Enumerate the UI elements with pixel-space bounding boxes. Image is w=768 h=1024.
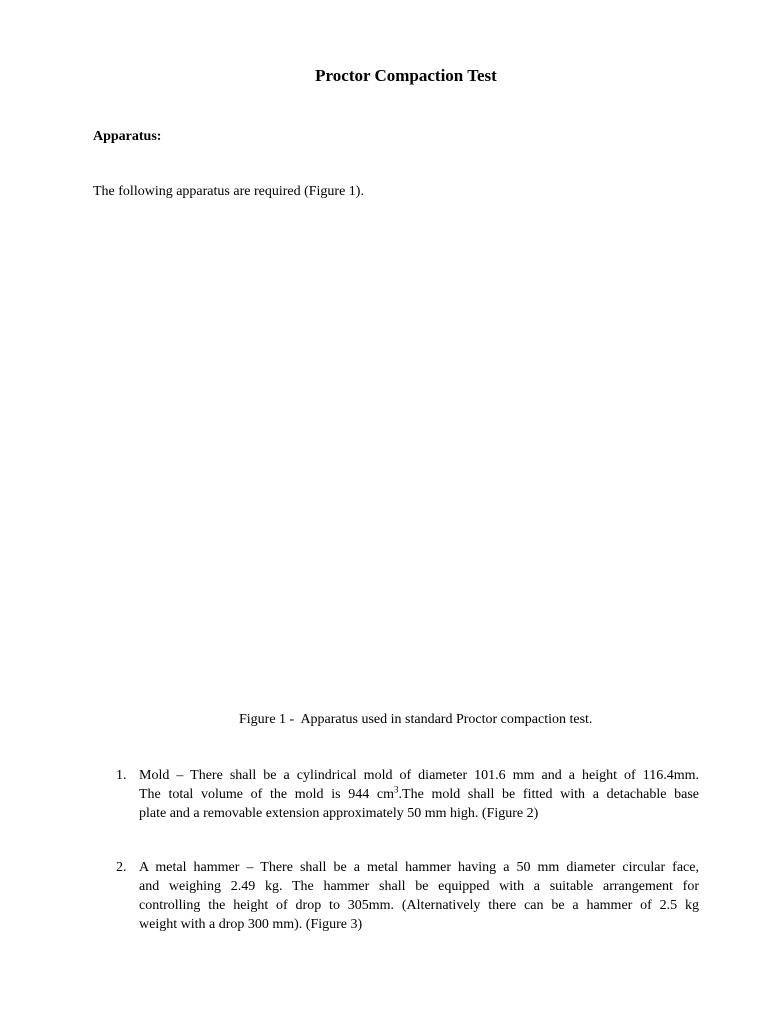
list-item-line: plate and a removable extension approximately 50 mm high. (Figure 2) — [139, 806, 539, 821]
list-item-line: and weighing 2.49 kg. The hammer shall be equipped with a suitable arrangement for — [139, 879, 699, 894]
section-heading-apparatus: Apparatus: — [93, 129, 162, 144]
figure-1-caption: Figure 1 - Apparatus used in standard Proctor compaction test. — [239, 712, 593, 727]
list-item-body — [139, 766, 699, 823]
list-item-mold — [116, 766, 699, 823]
list-item-line-text: The total volume of the mold is 944 cm — [139, 787, 395, 802]
list-item-line — [139, 785, 699, 804]
list-item-metal-hammer — [116, 858, 699, 934]
list-item-number: 1. — [116, 768, 127, 783]
intro-paragraph: The following apparatus are required (Figure 1). — [93, 184, 364, 199]
list-item-body — [139, 858, 699, 934]
list-item-line: weight with a drop 300 mm). (Figure 3) — [139, 917, 363, 932]
list-item-number: 2. — [116, 860, 127, 875]
list-item-line-text: .The mold shall be fitted with a detachable base — [398, 787, 699, 802]
list-item-line: A metal hammer – There shall be a metal hammer having a 50 mm diameter circular face, — [139, 860, 699, 875]
figure-1-placeholder — [93, 210, 699, 700]
list-item-line: Mold – There shall be a cylindrical mold of diameter 101.6 mm and a height of 116.4mm. — [139, 768, 699, 783]
document-title: Proctor Compaction Test — [315, 66, 497, 85]
superscript-unit: 3 — [394, 784, 399, 795]
list-item-line: controlling the height of drop to 305mm. (Alternatively there can be a hammer of 2.5 kg — [139, 898, 699, 913]
